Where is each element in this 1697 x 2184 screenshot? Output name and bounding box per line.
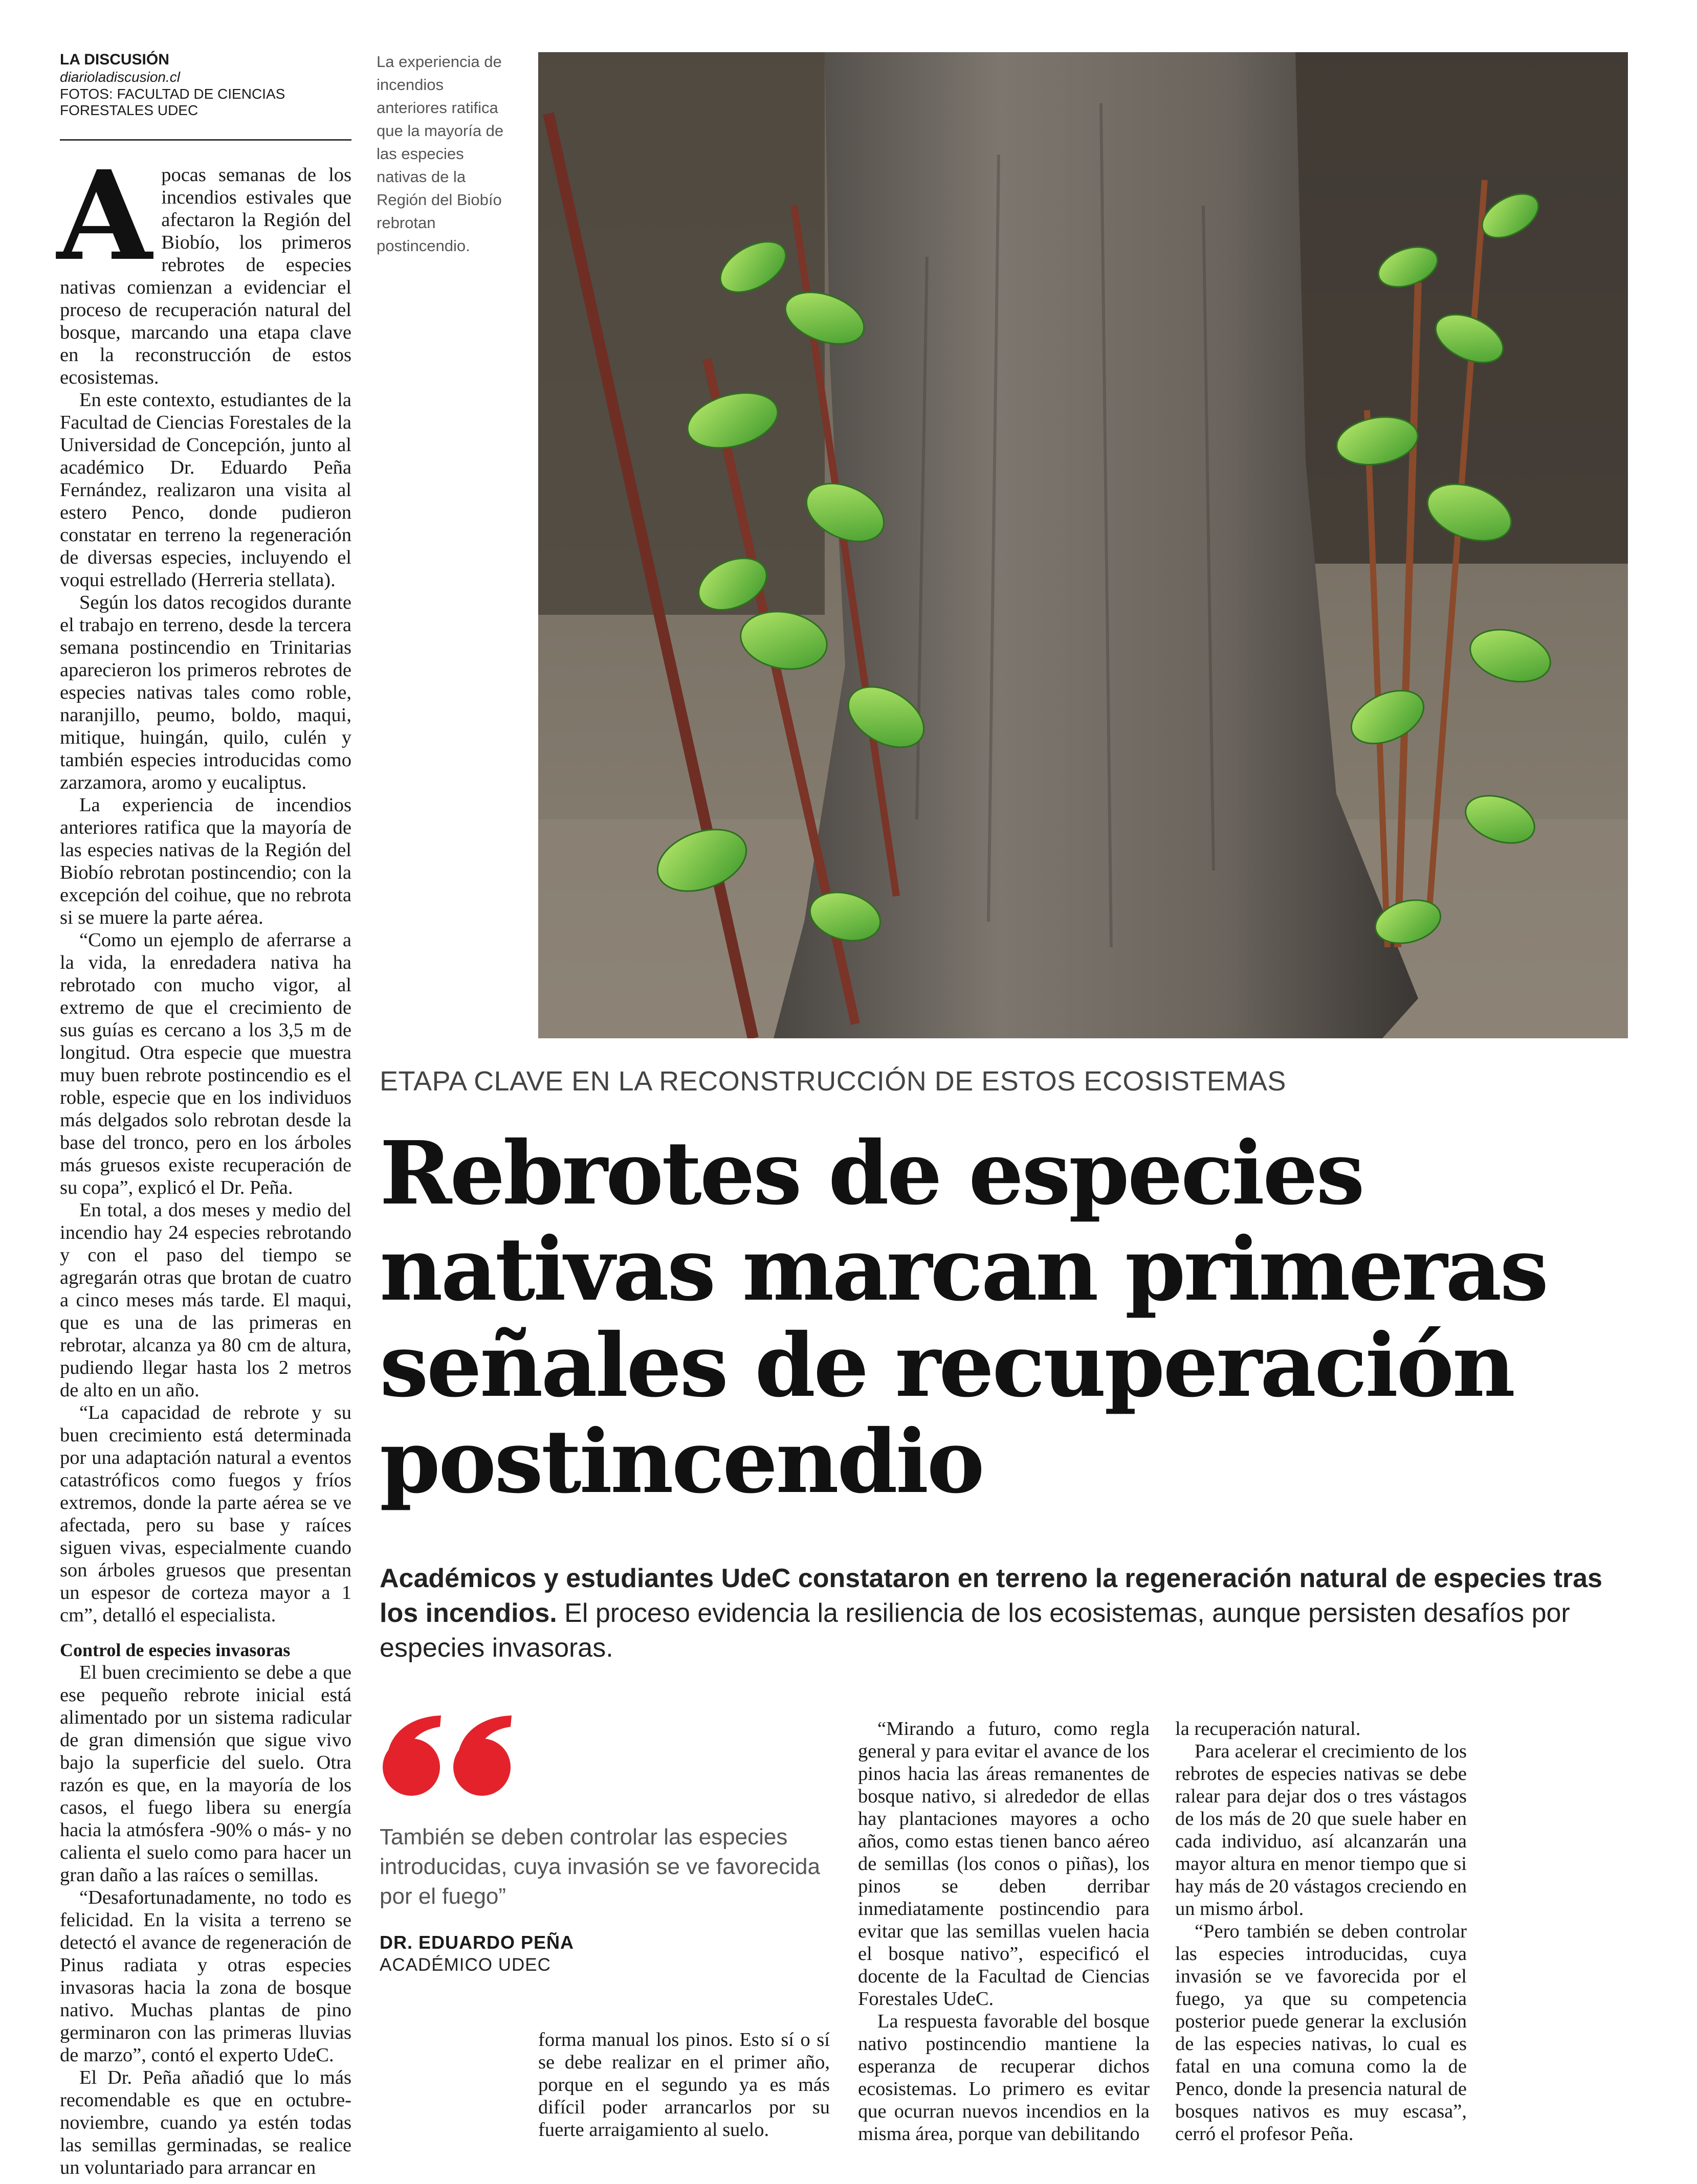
article-headline: Rebrotes de especies nativas marcan primeras señales de recuperación postincendio	[380, 1122, 1547, 1513]
article-deck-text: El proceso evidencia la resiliencia de los ecosistemas, aunque persisten desafíos por especies invasoras.	[380, 1598, 1570, 1663]
pull-quote-author: DR. EDUARDO PEÑA	[380, 1932, 575, 1953]
article-paragraph: El Dr. Peña añadió que lo más recomendable es que en octubre-noviembre, cuando ya estén todas las semillas germinadas, se realice un voluntariado para arrancar en	[60, 2067, 351, 2178]
article-paragraph-lead: A pocas semanas de los incendios estivales que afectaron la Región del Biobío, los primeros rebrotes de especies nativas comienzan a evidenciar el proceso de recuperación natural del bosque, marcando una etapa clave en la reconstrucción de estos ecosistemas.	[57, 144, 351, 388]
article-deck-bold: Académicos y estudiantes UdeC constataron en terreno la regeneración natural de especies tras los incendios.	[380, 1564, 1602, 1628]
article-paragraph: En total, a dos meses y medio del incendio hay 24 especies rebrotando y con el paso del tiempo se agregarán otras que brotan de cuatro a cinco meses más tarde. El maqui, que es una de las primeras en rebrotar, alcanza ya 80 cm de altura, pudiendo llegar hasta los 2 metros de alto en un año.	[60, 1199, 351, 1401]
quote-marks-icon	[380, 1713, 518, 1800]
article-body-column-1	[57, 144, 351, 2179]
article-paragraph: En este contexto, estudiantes de la Facultad de Ciencias Forestales de la Universidad de Concepción, junto al académico Dr. Eduardo Peña Fernández, realizaron una visita al estero Penco, donde pudieron constatar en terreno la regeneración de diversas especies, incluyendo el voqui estrellado (Herreria stellata).	[60, 389, 351, 591]
article-paragraph: “Mirando a futuro, como regla general y para evitar el avance de los pinos hacia las áreas remanentes de bosque nativo, si alrededor de ellas hay plantaciones mayores a ocho años, como estas tienen banco aéreo de semillas (los conos o piñas), los pinos se deben derribar inmediatamente postincendio para evitar que las semillas vuelen hacia el bosque nativo”, especificó el docente de la Facultad de Ciencias Forestales UdeC.	[858, 1718, 1150, 2010]
article-paragraph: “Desafortunadamente, no todo es felicidad. En la visita a terreno se detectó el avance de regeneración de Pinus radiata y otras especies invasoras hacia la zona de bosque nativo. Muchas plantas de pino germinaron con las primeras lluvias de marzo”, contó el experto UdeC.	[60, 1887, 351, 2066]
pull-quote-role: ACADÉMICO UDEC	[380, 1955, 551, 1975]
drop-cap: A	[57, 144, 152, 288]
article-photo	[538, 52, 1628, 1038]
article-paragraph: “La capacidad de rebrote y su buen crecimiento está determinada por una adaptación natural a eventos catastróficos como fuegos y fríos extremos, donde la parte aérea se ve afectada, pero su base y raíces siguen vivas, especialmente cuando son árboles gruesos que presentan un espesor de corteza mayor a 1 cm”, detalló el especialista.	[60, 1402, 351, 1626]
article-paragraph: La experiencia de incendios anteriores ratifica que la mayoría de las especies nativas de la Región del Biobío rebrotan postincendio; con la excepción del coihue, que no rebrota si se muere la parte aérea.	[60, 794, 351, 928]
article-paragraph: El buen crecimiento se debe a que ese pequeño rebrote inicial está alimentado por un sistema radicular de gran dimensión que sigue vivo bajo la superficie del suelo. Otra razón es que, en la mayoría de los casos, el fuego libera su energía hacia la atmósfera -90% o más- y no calienta el suelo como para hacer un gran daño a las raíces o semillas.	[60, 1662, 351, 1886]
photo-credit: FOTOS: FACULTAD DE CIENCIAS FORESTALES UDEC	[60, 86, 285, 118]
newspaper-website: diarioladiscusion.cl	[60, 69, 181, 85]
article-paragraph: la recuperación natural.	[1175, 1718, 1361, 1740]
masthead-divider	[60, 139, 351, 141]
article-deck	[380, 1561, 1628, 1665]
article-paragraph: “Pero también se deben controlar las especies introducidas, cuya invasión se ve favorecida por el fuego, ya que su competencia posterior puede generar la exclusión de las especies nativas, lo cual es fatal en una comuna como la de Penco, donde la presencia natural de bosques nativos es muy escasa”, cerró el profesor Peña.	[1175, 1921, 1467, 2145]
photo-caption: La experiencia de incendios anteriores ratifica que la mayoría de las especies nativas de la Región del Biobío rebrotan postincendio.	[377, 53, 504, 255]
article-subhead: Control de especies invasoras	[60, 1640, 291, 1660]
pull-quote-text: También se deben controlar las especies introducidas, cuya invasión se ve favorecida por el fuego”	[380, 1824, 820, 1909]
article-body-column-3	[858, 1718, 1150, 2145]
article-paragraph: Según los datos recogidos durante el trabajo en terreno, desde la tercera semana postincendio en Trinitarias aparecieron los primeros rebrotes de especies nativas tales como roble, naranjillo, peumo, boldo, maqui, mitique, huingán, quilo, culén y también especies introducidas como zarzamora, aromo y eucaliptus.	[60, 592, 351, 793]
article-paragraph: “Como un ejemplo de aferrarse a la vida, la enredadera nativa ha rebrotado con mucho vigor, al extremo de que el crecimiento de sus guías es cercano a los 3,5 m de longitud. Otra especie que muestra muy buen rebrote postincendio es el roble, especie que en los individuos más delgados solo rebrotan desde la base del tronco, pero en los árboles más gruesos existe recuperación de su copa”, explicó el Dr. Peña.	[60, 929, 351, 1198]
article-paragraph: Para acelerar el crecimiento de los rebrotes de especies nativas se debe ralear para dejar dos o tres vástagos de los más de 20 que suele haber en cada individuo, así alcanzarán una mayor altura en menor tiempo que si hay más de 20 vástagos creciendo en un mismo árbol.	[1175, 1741, 1467, 1920]
article-paragraph: La respuesta favorable del bosque nativo postincendio mantiene la esperanza de recuperar dichos ecosistemas. Lo primero es evitar que ocurran nuevos incendios en la misma área, porque van debilitando	[858, 2011, 1150, 2145]
article-kicker: ETAPA CLAVE EN LA RECONSTRUCCIÓN DE ESTOS ECOSISTEMAS	[380, 1066, 1286, 1097]
article-paragraph: forma manual los pinos. Esto sí o sí se debe realizar en el primer año, porque en el segundo ya es más difícil poder arrancarlos por su fuerte arraigamiento al suelo.	[538, 2029, 830, 2141]
masthead	[60, 51, 351, 119]
article-body-column-2	[538, 2029, 830, 2141]
article-body-column-4	[1175, 1718, 1467, 2145]
newspaper-name: LA DISCUSIÓN	[60, 51, 169, 68]
article-photo-illustration	[538, 52, 1628, 1038]
